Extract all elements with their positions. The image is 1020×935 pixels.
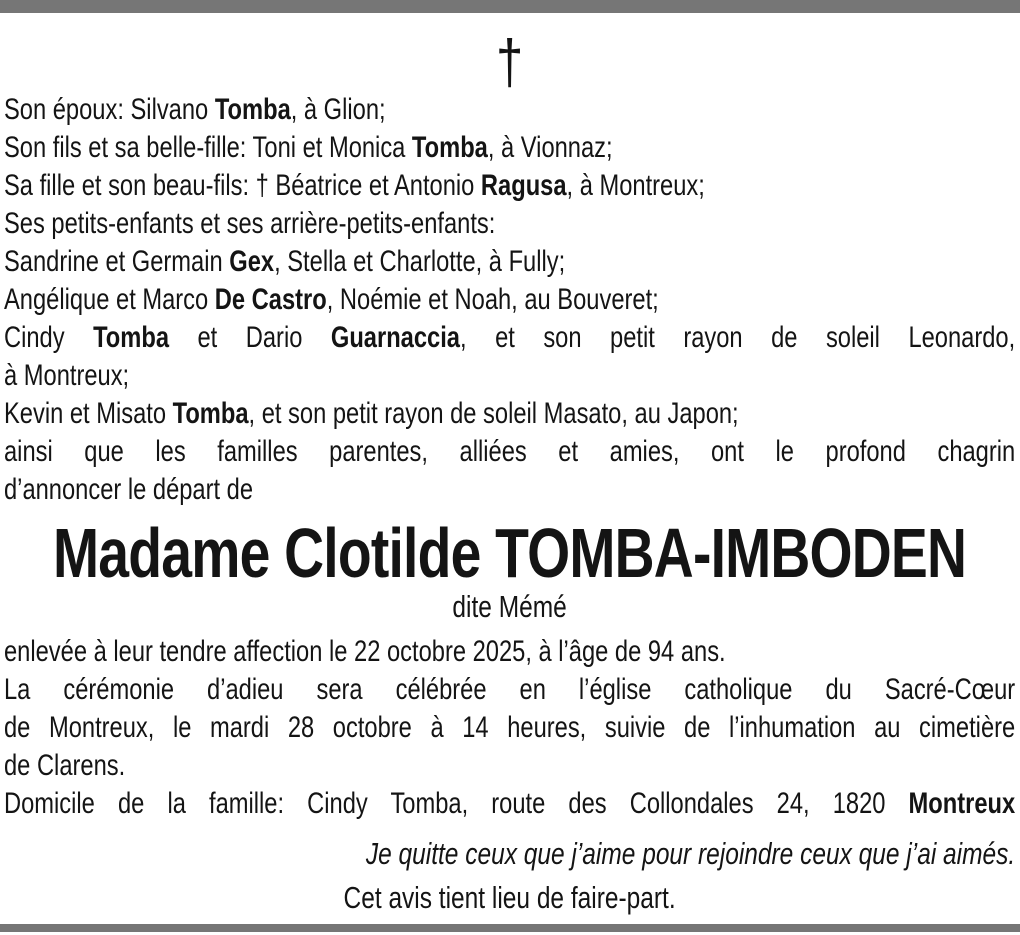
family-surname-bold: Gex: [229, 245, 275, 278]
deceased-nickname: dite Mémé: [452, 589, 567, 624]
line-text: , et son petit rayon de soleil Masato, au Japon;: [248, 397, 739, 430]
line-text: de Clarens.: [4, 749, 126, 782]
family-surname-bold: Tomba: [172, 397, 249, 430]
ceremony-details-lines: [4, 633, 1015, 823]
notice-line: [4, 747, 1015, 785]
family-surname-bold: Tomba: [93, 321, 170, 354]
line-text: Son époux: Silvano: [4, 93, 215, 126]
line-text: et Dario: [169, 321, 331, 354]
line-text: , et son petit rayon de soleil Leonardo,: [459, 321, 1016, 354]
family-surname-bold: Montreux: [908, 787, 1016, 820]
line-text: Ses petits-enfants et ses arrière-petits-enfants:: [4, 207, 496, 240]
notice-line: [4, 243, 1015, 281]
notice-line: [4, 633, 1015, 671]
family-surname-bold: Guarnaccia: [330, 321, 460, 354]
line-text: , Stella et Charlotte, à Fully;: [274, 245, 566, 278]
line-text: enlevée à leur tendre affection le 22 octobre 2025, à l’âge de 94 ans.: [4, 635, 726, 668]
family-surname-bold: Tomba: [411, 131, 488, 164]
line-text: Sandrine et Germain: [4, 245, 230, 278]
closing-line: Cet avis tient lieu de faire-part.: [343, 880, 676, 915]
line-text: Sa fille et son beau-fils: † Béatrice et Antonio: [4, 169, 481, 202]
line-text: d’annoncer le départ de: [4, 473, 254, 506]
line-text: , à Glion;: [290, 93, 386, 126]
notice-line: [4, 785, 1015, 823]
notice-line: [4, 709, 1015, 747]
line-text: , à Vionnaz;: [487, 131, 613, 164]
line-text: Kevin et Misato: [4, 397, 173, 430]
notice-line: [4, 167, 1015, 205]
line-text: à Montreux;: [4, 359, 130, 392]
family-surname-bold: Tomba: [214, 93, 291, 126]
notice-line: [4, 129, 1015, 167]
cross-icon: †: [495, 28, 524, 97]
line-text: Cindy: [4, 321, 94, 354]
notice-line: [4, 357, 1015, 395]
line-text: , Noémie et Noah, au Bouveret;: [326, 283, 659, 316]
line-text: Angélique et Marco: [4, 283, 215, 316]
obituary-notice: [4, 13, 1015, 921]
notice-line: [4, 671, 1015, 709]
bottom-border-bar: [0, 924, 1020, 932]
notice-line: [4, 433, 1015, 471]
notice-line: [4, 281, 1015, 319]
line-text: Son fils et sa belle-fille: Toni et Monica: [4, 131, 412, 164]
line-text: La cérémonie d’adieu sera célébrée en l’église catholique du Sacré-Cœur: [4, 673, 1016, 706]
notice-line: [4, 319, 1015, 357]
family-lines: [4, 91, 1015, 509]
line-text: , à Montreux;: [566, 169, 705, 202]
notice-line: [4, 395, 1015, 433]
top-border-bar: [0, 0, 1020, 13]
notice-line: [4, 471, 1015, 509]
family-surname-bold: Ragusa: [480, 169, 567, 202]
farewell-quote: Je quitte ceux que j’aime pour rejoindre ceux que j’ai aimés.: [365, 836, 1016, 871]
line-text: Domicile de la famille: Cindy Tomba, route des Collondales 24, 1820: [4, 787, 909, 820]
line-text: de Montreux, le mardi 28 octobre à 14 heures, suivie de l’inhumation au cimetière: [4, 711, 1016, 744]
notice-line: [4, 205, 1015, 243]
deceased-name: Madame Clotilde TOMBA-IMBODEN: [53, 514, 967, 592]
line-text: ainsi que les familles parentes, alliées et amies, ont le profond chagrin: [4, 435, 1016, 468]
family-surname-bold: De Castro: [214, 283, 327, 316]
